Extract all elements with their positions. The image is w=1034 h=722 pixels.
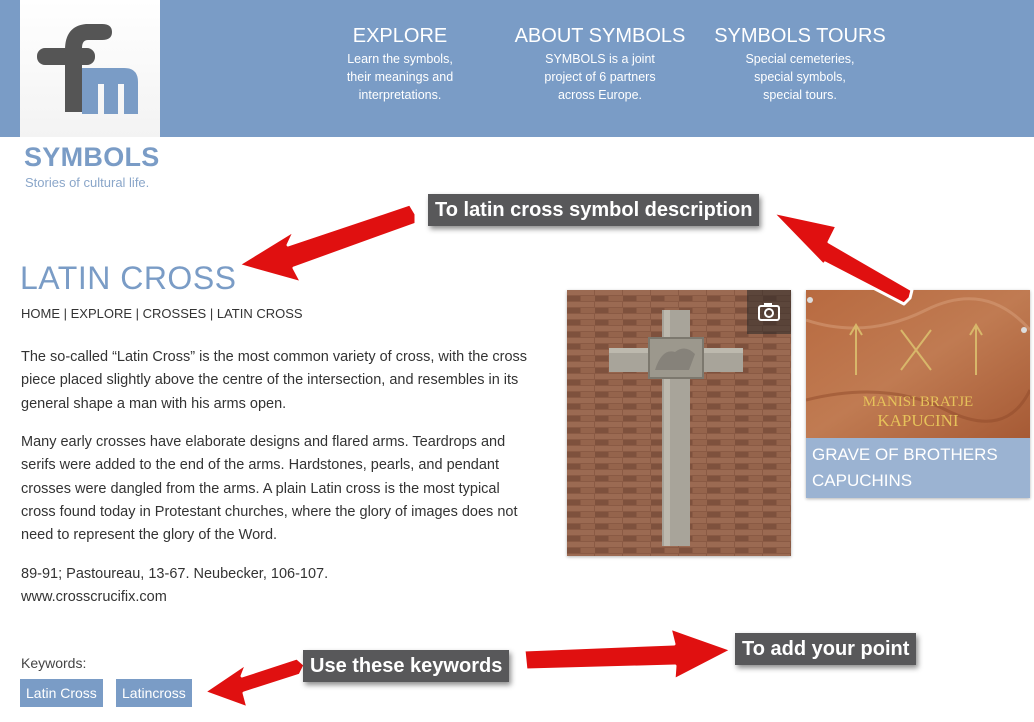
nav-explore-desc	[330, 50, 470, 104]
brand-tagline: Stories of cultural life.	[25, 175, 150, 190]
references	[21, 563, 533, 610]
plaque-line-2: KAPUCINI	[877, 411, 959, 430]
breadcrumb-home[interactable]: HOME	[21, 306, 60, 321]
nav-symbols-tours[interactable]	[710, 24, 890, 104]
breadcrumb-explore[interactable]: EXPLORE	[70, 306, 133, 321]
nav-tours-desc-line: Special cemeteries,	[745, 52, 855, 66]
keywords-label: Keywords:	[21, 655, 87, 671]
breadcrumb-crosses[interactable]: CROSSES	[142, 306, 207, 321]
nav-about-desc-line: across Europe.	[557, 88, 643, 102]
site-logo[interactable]	[20, 0, 160, 137]
nav-about-desc	[510, 50, 690, 104]
breadcrumb-separator: |	[60, 306, 71, 321]
plaque-line-1: MANISI BRATJE	[862, 394, 974, 410]
arrow-to-title	[238, 204, 416, 283]
related-card[interactable]	[806, 290, 1030, 498]
photo-gallery-button[interactable]	[747, 290, 791, 334]
nav-about-symbols[interactable]	[510, 24, 690, 104]
breadcrumb	[21, 306, 303, 321]
symbols-logo-icon	[20, 0, 160, 137]
breadcrumb-separator: |	[132, 306, 143, 321]
brand-name[interactable]: SYMBOLS	[24, 142, 160, 172]
nav-tours-title[interactable]: SYMBOLS TOURS	[714, 25, 886, 47]
breadcrumb-separator: |	[206, 306, 217, 321]
reference-line: 89-91; Pastoureau, 13-67. Neubecker, 106-107.	[21, 566, 329, 582]
keyword-tag-latin-cross[interactable]: Latin Cross	[20, 679, 103, 707]
breadcrumb-current: LATIN CROSS	[216, 306, 303, 321]
nav-tours-desc-line: special symbols,	[754, 70, 846, 84]
callout-use-keywords: Use these keywords	[303, 650, 509, 682]
nav-about-desc-line: SYMBOLS is a joint	[545, 52, 655, 66]
nav-tours-desc	[710, 50, 890, 104]
arrow-to-keywords	[204, 658, 305, 708]
related-card-caption[interactable]	[806, 438, 1030, 498]
page-title: LATIN CROSS	[20, 260, 237, 296]
nav-explore-title[interactable]: EXPLORE	[352, 25, 448, 47]
nav-about-desc-line: project of 6 partners	[544, 70, 656, 84]
nav-tours-desc-line: special tours.	[763, 88, 837, 102]
nav-explore-desc-line: Learn the symbols,	[347, 52, 453, 66]
callout-symbol-description: To latin cross symbol description	[428, 194, 759, 226]
caption-line: CAPUCHINS	[812, 471, 913, 490]
related-card-image[interactable]	[806, 290, 1030, 438]
camera-icon	[747, 290, 791, 334]
caption-line: GRAVE OF BROTHERS	[812, 445, 998, 464]
keyword-tag-latincross[interactable]: Latincross	[116, 679, 192, 707]
reference-link[interactable]: www.crosscrucifix.com	[21, 589, 167, 606]
description-paragraph-2: Many early crosses have elaborate designs and flared arms. Teardrops and serifs were added to the end of the arms. Hardstones, pearls, and pendant crosses were dangled from the arms. A plain Latin cross is the most typical cross found today in Protestant churches, where the glory of images does not need to represent the glory of the Word.	[21, 434, 518, 544]
nav-explore[interactable]	[330, 24, 470, 104]
grave-plaque-image	[806, 290, 1030, 438]
arrow-to-add-point	[524, 628, 732, 680]
description-paragraph-1: The so-called “Latin Cross” is the most common variety of cross, with the cross piece placed slightly above the centre of the intersection, and resembles in its general shape a man with his arms open.	[21, 349, 528, 412]
nav-about-title[interactable]: ABOUT SYMBOLS	[514, 25, 686, 47]
callout-add-point: To add your point	[735, 633, 916, 665]
nav-explore-desc-line: their meanings and	[346, 70, 454, 84]
nav-explore-desc-line: interpretations.	[358, 88, 442, 102]
